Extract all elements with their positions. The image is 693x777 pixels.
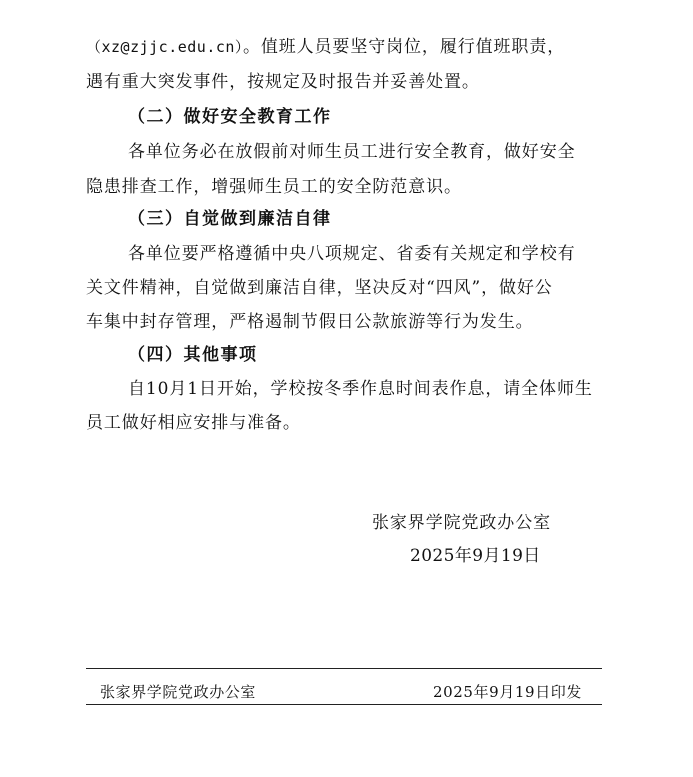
paragraph-3-line-2: 关文件精神，自觉做到廉洁自律，坚决反对“四风”，做好公 — [86, 278, 553, 298]
paragraph-3-line-3: 车集中封存管理，严格遏制节假日公款旅游等行为发生。 — [86, 312, 534, 332]
paragraph-3-line-1: 各单位要严格遵循中央八项规定、省委有关规定和学校有 — [128, 244, 576, 264]
section-heading-4: （四）其他事项 — [128, 345, 258, 365]
paragraph-1-line-2: 遇有重大突发事件，按规定及时报告并妥善处置。 — [86, 72, 480, 92]
footer-issue-date: 2025年9月19日印发 — [433, 683, 583, 701]
paragraph-2-line-2: 隐患排查工作，增强师生员工的安全防范意识。 — [86, 177, 462, 197]
paragraph-1-line-1 — [86, 36, 565, 58]
signature-date: 2025年9月19日 — [410, 546, 541, 566]
section-heading-3: （三）自觉做到廉洁自律 — [128, 209, 332, 229]
paragraph-4-line-2: 员工做好相应安排与准备。 — [86, 413, 301, 433]
section-heading-2: （二）做好安全教育工作 — [128, 107, 332, 127]
paragraph-4-line-1: 自10月1日开始，学校按冬季作息时间表作息，请全体师生 — [128, 379, 593, 399]
footer-issuer: 张家界学院党政办公室 — [100, 683, 257, 701]
signature-office: 张家界学院党政办公室 — [372, 513, 551, 533]
email-address: （xz@zjjc.edu.cn） — [86, 38, 243, 56]
paragraph-1-line-1-text: 。值班人员要坚守岗位，履行值班职责， — [242, 37, 566, 57]
paragraph-2-line-1: 各单位务必在放假前对师生员工进行安全教育，做好安全 — [128, 142, 576, 162]
footer-top-rule — [86, 668, 602, 669]
footer-bottom-rule — [86, 704, 602, 705]
